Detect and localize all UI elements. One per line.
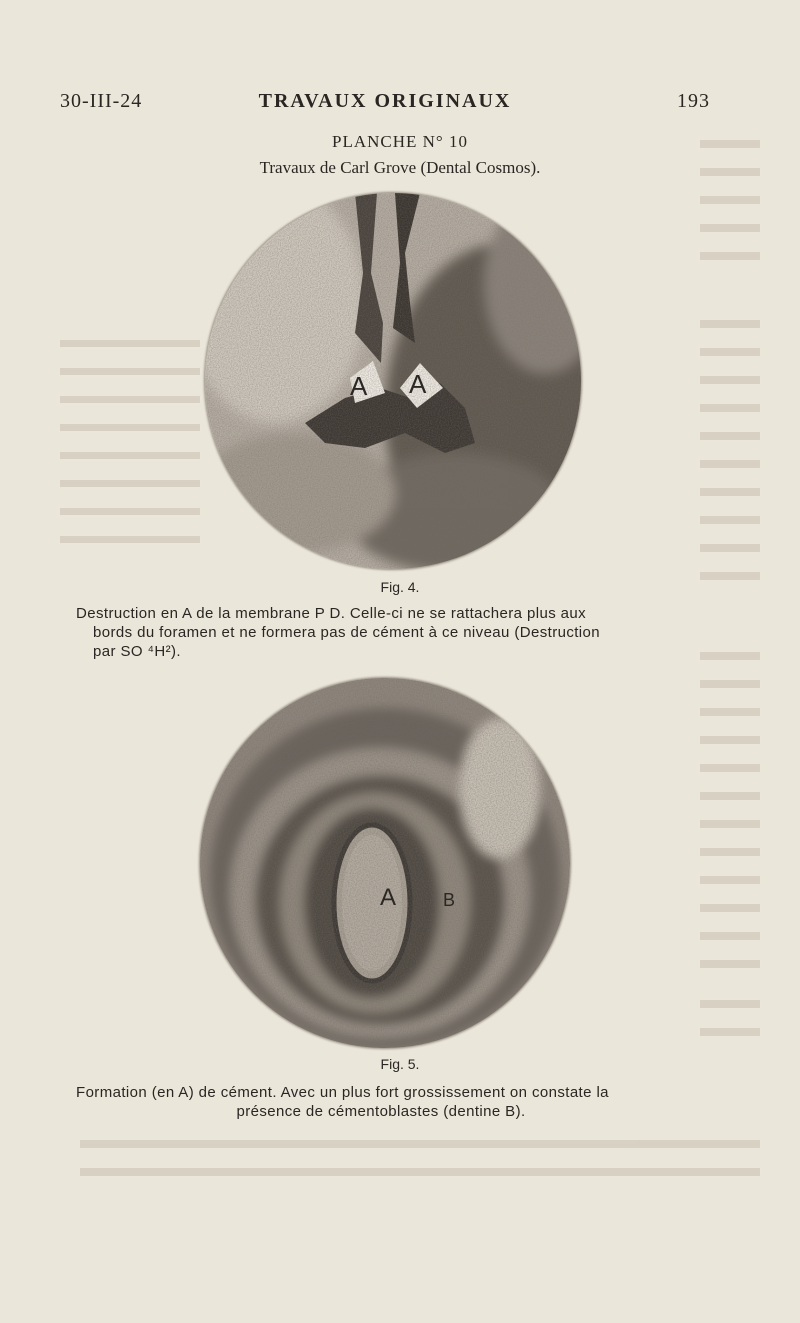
running-head-date: 30-III-24 [60, 90, 143, 112]
figure-5-marker-a: A [380, 884, 397, 911]
figure-4-marker-a-right: A [409, 369, 427, 399]
page-number: 193 [677, 90, 710, 112]
figure-4-caption [76, 604, 716, 661]
figure-5-caption-line: Formation (en A) de cément. Avec un plus fort grossissement on constate la [76, 1084, 609, 1101]
figure-5-caption [76, 1083, 716, 1121]
figure-5-caption-line: présence de cémentoblastes (dentine B). [236, 1103, 526, 1120]
plate-subtitle: Travaux de Carl Grove (Dental Cosmos). [259, 158, 541, 177]
plate-title: PLANCHE N° 10 [332, 132, 468, 151]
figure-4-marker-a-left: A [350, 371, 368, 401]
figure-5-label: Fig. 5. [380, 1056, 420, 1072]
figure-4-label: Fig. 4. [380, 579, 420, 595]
figure-4-caption-line: Destruction en A de la membrane P D. Celle-ci ne se rattachera plus aux [76, 605, 587, 622]
figure-5-micrograph [200, 678, 570, 1048]
figure-5-marker-b: B [443, 890, 456, 910]
running-head-section: TRAVAUX ORIGINAUX [258, 90, 512, 112]
figure-4-caption-line: par SO ⁴H²). [93, 643, 181, 660]
figure-4-micrograph [205, 193, 581, 569]
figure-4-caption-line: bords du foramen et ne formera pas de cément à ce niveau (Destruction [93, 624, 601, 641]
running-head [60, 90, 710, 120]
